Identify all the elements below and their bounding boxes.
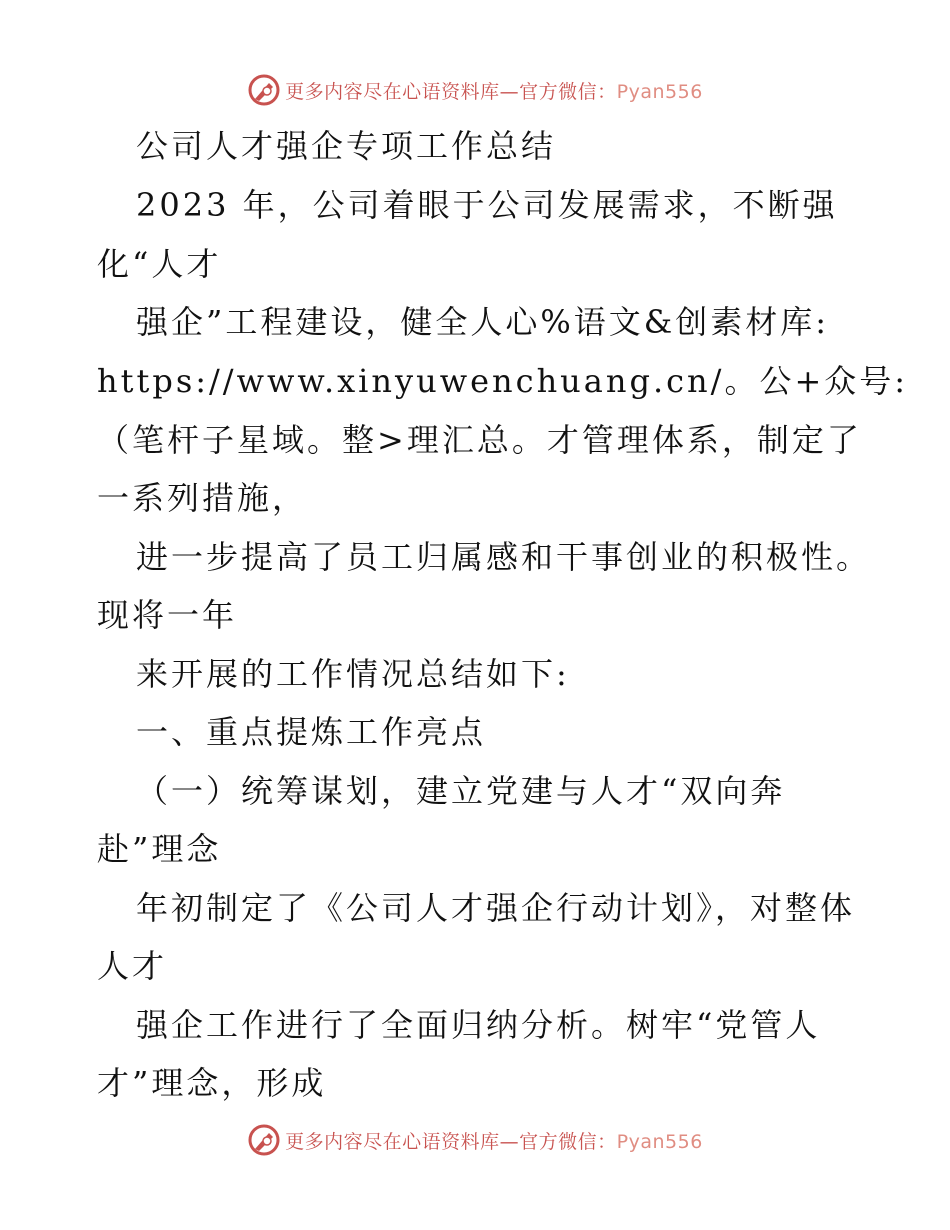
paragraph-line: 化“人才 [97, 245, 222, 283]
pen-seal-logo-icon [247, 1123, 281, 1157]
paragraph-line: 进一步提高了员工归属感和干事创业的积极性。 [136, 538, 872, 576]
paragraph-line: 才”理念，形成 [97, 1064, 327, 1102]
paragraph-line: （笔杆子星域。整>理汇总。才管理体系，制定了 [97, 421, 862, 459]
banner-account: Pyan556 [616, 80, 703, 103]
paragraph-line: https://www.xinyuwenchuang.cn/。公+众号: [97, 362, 909, 400]
paragraph-line: 2023 年，公司着眼于公司发展需求，不断强 [136, 186, 838, 224]
banner-text: 更多内容尽在心语资料库—官方微信：Pyan556 [285, 80, 703, 103]
paragraph-line: 人才 [97, 947, 168, 985]
footer-banner [0, 1120, 950, 1160]
paragraph-line: 年初制定了《公司人才强企行动计划》，对整体 [136, 889, 856, 927]
document-title: 公司人才强企专项工作总结 [136, 127, 557, 165]
section-heading: 一、重点提炼工作亮点 [136, 713, 487, 751]
banner-text: 更多内容尽在心语资料库—官方微信：Pyan556 [285, 1130, 703, 1153]
paragraph-line: 来开展的工作情况总结如下: [136, 655, 570, 693]
paragraph-line: 强企工作进行了全面归纳分析。树牢“党管人 [136, 1006, 821, 1044]
banner-account: Pyan556 [616, 1130, 703, 1153]
subsection-heading: （一）统筹谋划，建立党建与人才“双向奔 [136, 772, 786, 810]
paragraph-line: 一系列措施， [97, 479, 308, 517]
subsection-heading-cont: 赴”理念 [97, 830, 222, 868]
paragraph-line: 现将一年 [97, 596, 238, 634]
paragraph-line: 强企”工程建设，健全人心%语文&创素材库: [136, 303, 830, 341]
